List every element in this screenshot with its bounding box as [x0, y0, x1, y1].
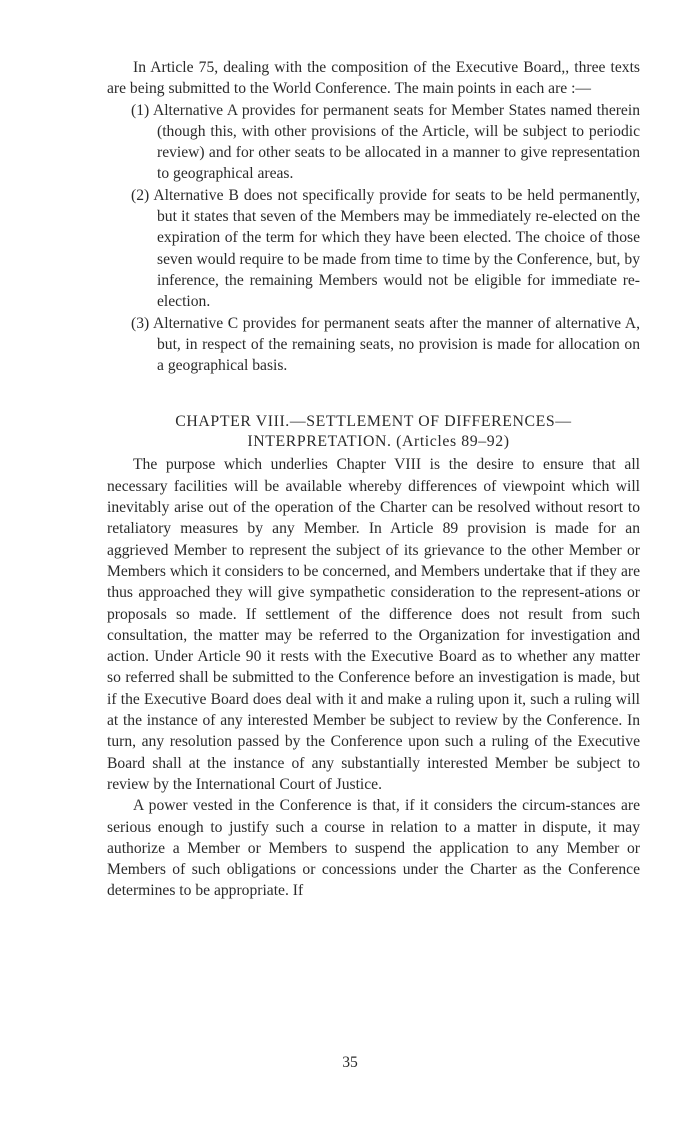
list-text: Alternative A provides for permanent seats for Member States named therein (though this, with other provisions of the Article, will be subject to periodic review) and for other seats to be allocated in a manner to give representation to geographical areas. — [152, 101, 640, 183]
list-text: Alternative B does not specifically provide for seats to be held permanently, but it states that seven of the Members may be immediately re-elected on the expiration of the term for which they have been elected. The choice of those seven would require to be made from time to time by the Conference, but, by inference, the remaining Members would not be eligible for immediate re-election. — [153, 186, 640, 311]
chapter-title-line-1: CHAPTER VIII.—SETTLEMENT OF DIFFERENCES— — [175, 413, 572, 431]
intro-paragraph: In Article 75, dealing with the composition of the Executive Board,, three texts are being submitted to the World Conference. The main points in each are :— — [107, 59, 640, 98]
alternative-c — [107, 313, 640, 377]
alternative-b — [107, 185, 640, 313]
list-number: (1) — [131, 101, 150, 119]
list-item — [107, 100, 640, 185]
chapter-heading — [107, 412, 640, 452]
list-item — [107, 313, 640, 377]
chapter-paragraph-2: A power vested in the Conference is that, if it considers the circum-stances are serious enough to justify such a course in relation to a matter in dispute, it may authorize a Member or Members to suspend the application to any Member or Members of such obligations or concessions under the Charter as the Conference determines to be appropriate. If — [107, 797, 640, 900]
alternative-a — [107, 100, 640, 185]
page-body — [107, 57, 640, 902]
list-text: Alternative C provides for permanent seats after the manner of alternative A, but, in respect of the remaining seats, no provision is made for allocation on a geographical basis. — [152, 314, 640, 375]
chapter-title-line-2: INTERPRETATION. (Articles 89–92) — [247, 433, 510, 451]
list-number: (2) — [131, 186, 150, 204]
list-number: (3) — [131, 314, 150, 332]
page-number: 35 — [342, 1054, 358, 1071]
list-item — [107, 185, 640, 313]
chapter-paragraph-1: The purpose which underlies Chapter VIII is the desire to ensure that all necessary facilities will be available whereby differences of viewpoint which will inevitably arise out of the operation of the Charter can be resolved without resort to retaliatory measures by any Member. In Article 89 provision is made for an aggrieved Member to represent the subject of its grievance to the other Member or Members which it considers to be concerned, and Members undertake that if they are thus approached they will give sympathetic consideration to the represent-ations or proposals so made. If settlement of the difference does not result from such consultation, the matter may be referred to the Organization for investigation and action. Under Article 90 it rests with the Executive Board as to whether any matter so referred shall be submitted to the Conference before an investigation is made, but if the Executive Board does deal with it and make a ruling upon it, such a ruling will at the instance of any interested Member be subject to review by the Conference. In turn, any resolution passed by the Conference upon such a ruling of the Executive Board shall at the instance of any substantially interested Member be subject to review by the International Court of Justice. — [107, 456, 640, 793]
